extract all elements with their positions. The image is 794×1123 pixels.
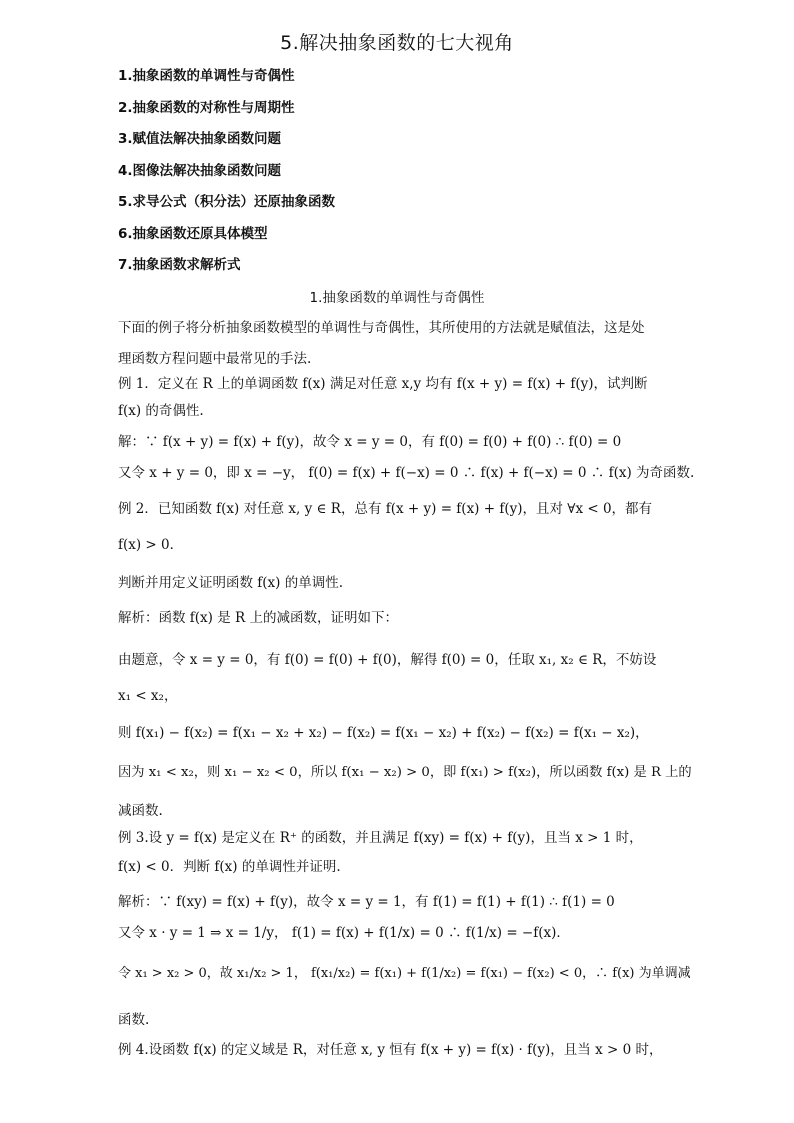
- paragraph-line: 下面的例子将分析抽象函数模型的单调性与奇偶性，其所使用的方法就是赋值法，这是处: [118, 320, 645, 336]
- example-4-line: 例 4.设函数 f(x) 的定义域是 R，对任意 x, y 恒有 f(x + y) = f(x) · f(y)，且当 x > 0 时，: [118, 1042, 663, 1058]
- analysis-line: 因为 x₁ < x₂，则 x₁ − x₂ < 0，所以 f(x₁ − x₂) > 0，即 f(x₁) > f(x₂)，所以函数 f(x) 是 R 上的: [118, 765, 692, 780]
- analysis-line: 解析：函数 f(x) 是 R 上的减函数，证明如下：: [118, 610, 398, 626]
- table-of-contents: [118, 64, 335, 285]
- analysis-line: 令 x₁ > x₂ > 0，故 x₁/x₂ > 1， f(x₁/x₂) = f(x₁) + f(1/x₂) = f(x₁) − f(x₂) < 0，∴ f(x) 为单调减: [118, 966, 691, 981]
- toc-item: 1.抽象函数的单调性与奇偶性: [118, 68, 295, 84]
- analysis-line: 函数.: [118, 1012, 150, 1028]
- toc-item: 4.图像法解决抽象函数问题: [118, 162, 282, 179]
- document-title: 5.解决抽象函数的七大视角: [280, 32, 514, 54]
- analysis-line: x₁ < x₂，: [118, 688, 178, 704]
- paragraph-line: 理函数方程问题中最常见的手法.: [118, 351, 312, 367]
- section-heading: 1.抽象函数的单调性与奇偶性: [309, 290, 485, 306]
- toc-item: 6.抽象函数还原具体模型: [118, 225, 268, 242]
- analysis-line: 解析：∵ f(xy) = f(x) + f(y)，故令 x = y = 1，有 f(1) = f(1) + f(1) ∴ f(1) = 0: [118, 894, 615, 910]
- toc-item: 7.抽象函数求解析式: [118, 257, 241, 273]
- example-3-line: f(x) < 0．判断 f(x) 的单调性并证明.: [118, 859, 341, 875]
- example-1-line: f(x) 的奇偶性.: [118, 403, 204, 419]
- toc-item: 2.抽象函数的对称性与周期性: [118, 99, 295, 116]
- example-2-line: 例 2．已知函数 f(x) 对任意 x, y ∈ R，总有 f(x + y) = f(x) + f(y)，且对 ∀x < 0，都有: [118, 501, 653, 517]
- solution-line: 解：∵ f(x + y) = f(x) + f(y)，故令 x = y = 0，有 f(0) = f(0) + f(0) ∴ f(0) = 0: [118, 434, 622, 450]
- solution-line: 又令 x + y = 0，即 x = −y， f(0) = f(x) + f(−x) = 0 ∴ f(x) + f(−x) = 0 ∴ f(x) 为奇函数.: [118, 465, 695, 481]
- example-3-line: 例 3.设 y = f(x) 是定义在 R⁺ 的函数，并且满足 f(xy) = f(x) + f(y)，且当 x > 1 时，: [118, 830, 643, 846]
- example-1-line: 例 1．定义在 R 上的单调函数 f(x) 满足对任意 x,y 均有 f(x + y) = f(x) + f(y)，试判断: [118, 376, 648, 392]
- analysis-line: 减函数.: [118, 803, 163, 819]
- analysis-line: 由题意，令 x = y = 0，有 f(0) = f(0) + f(0)，解得 f(0) = 0，任取 x₁, x₂ ∈ R，不妨设: [118, 652, 657, 668]
- toc-item: 5.求导公式（积分法）还原抽象函数: [118, 194, 336, 210]
- example-2-line: 判断并用定义证明函数 f(x) 的单调性.: [118, 575, 344, 591]
- example-2-line: f(x) > 0．: [118, 537, 184, 553]
- toc-item: 3.赋值法解决抽象函数问题: [118, 131, 282, 147]
- analysis-line: 又令 x · y = 1 ⇒ x = 1/y， f(1) = f(x) + f(1/x) = 0 ∴ f(1/x) = −f(x)．: [118, 925, 570, 941]
- analysis-line: 则 f(x₁) − f(x₂) = f(x₁ − x₂ + x₂) − f(x₂) = f(x₁ − x₂) + f(x₂) − f(x₂) = f(x₁ − x₂)，: [118, 725, 649, 741]
